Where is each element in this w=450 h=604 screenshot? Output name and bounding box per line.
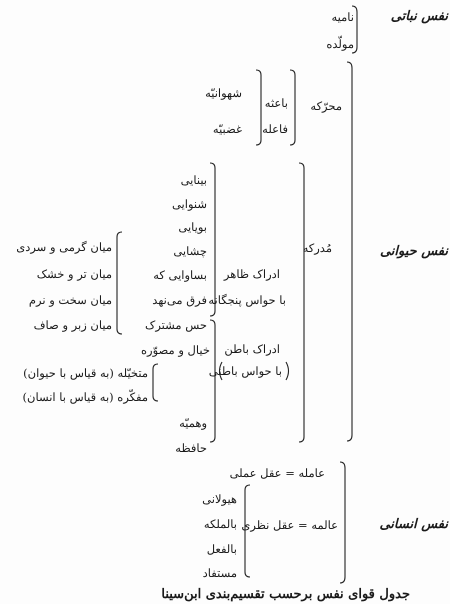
inner-imagination: خیال و مصوّره — [141, 343, 210, 357]
outer-perception-title: ادراک ظاهر — [223, 267, 280, 281]
intellect-acquired: مستفاد — [202, 566, 237, 580]
perceptive-brace — [299, 163, 304, 442]
inner-perception-title: ادراک باطن — [224, 342, 280, 356]
sense-distinguishes: فرق می‌نهد — [152, 293, 207, 307]
outer-perception-subtitle: با حواس پنجگانه — [208, 293, 286, 307]
touch-wet-dry: میان تر و خشک — [36, 267, 112, 281]
intellect-material: هیولانی — [202, 492, 237, 506]
perceptive-title: مُدرکه — [302, 241, 332, 255]
sense-sight: بینایی — [180, 173, 207, 187]
human-theoretical: عالمه = عقل نظری — [241, 518, 338, 532]
touch-hard-soft: میان سخت و نرم — [28, 293, 112, 307]
animal-title: نفس حیوانی — [379, 244, 448, 259]
intellect-habitual: بالملکه — [203, 517, 237, 531]
touch-pairs-brace — [117, 232, 122, 334]
diagram-caption: جدول قوای نفس برحسب تقسیم‌بندی ابن‌سینا — [161, 587, 410, 602]
vegetative-generation: مولّده — [326, 37, 354, 51]
sense-taste: چشایی — [173, 244, 207, 258]
touch-hot-cold: میان گرمی و سردی — [16, 240, 112, 254]
touch-rough-smooth: میان زبر و صاف — [33, 318, 112, 332]
inner-estimation: وهمیّه — [179, 416, 207, 430]
motive-doer: فاعله — [262, 122, 288, 136]
sense-touch: بساوایی که — [153, 268, 207, 282]
imagination-animal: متخیّله (به قیاس با حیوان) — [23, 366, 148, 380]
inner-memory: حافظه — [175, 441, 207, 455]
inner-senses-brace — [210, 320, 215, 442]
human-title: نفس انسانی — [379, 517, 448, 532]
sense-smell: بویایی — [178, 220, 207, 234]
sense-hearing: شنوایی — [171, 197, 207, 211]
motive-title: محرّکه — [310, 99, 342, 113]
human-brace — [340, 462, 345, 583]
motive-brace — [290, 70, 295, 145]
motive-anger: غضبیّه — [212, 122, 242, 136]
inner-perception-subtitle: با حواس باطنی — [208, 364, 282, 378]
vegetative-growth: نامیه — [331, 10, 354, 24]
appetitive-brace — [256, 70, 261, 145]
human-practical: عامله = عقل عملی — [229, 466, 325, 480]
vegetative-title: نفس نباتی — [390, 9, 448, 24]
imagination-human: مفکّره (به قیاس با انسان) — [22, 390, 148, 404]
inner-subtitle-close-paren — [286, 362, 289, 380]
animal-brace — [347, 62, 352, 441]
motive-lust: شهوانیّه — [205, 86, 242, 100]
motive-arousing: باعثه — [264, 96, 288, 110]
inner-common-sense: حس مشترک — [145, 318, 207, 332]
imagination-brace — [153, 364, 158, 401]
intellect-actual: بالفعل — [206, 542, 237, 556]
